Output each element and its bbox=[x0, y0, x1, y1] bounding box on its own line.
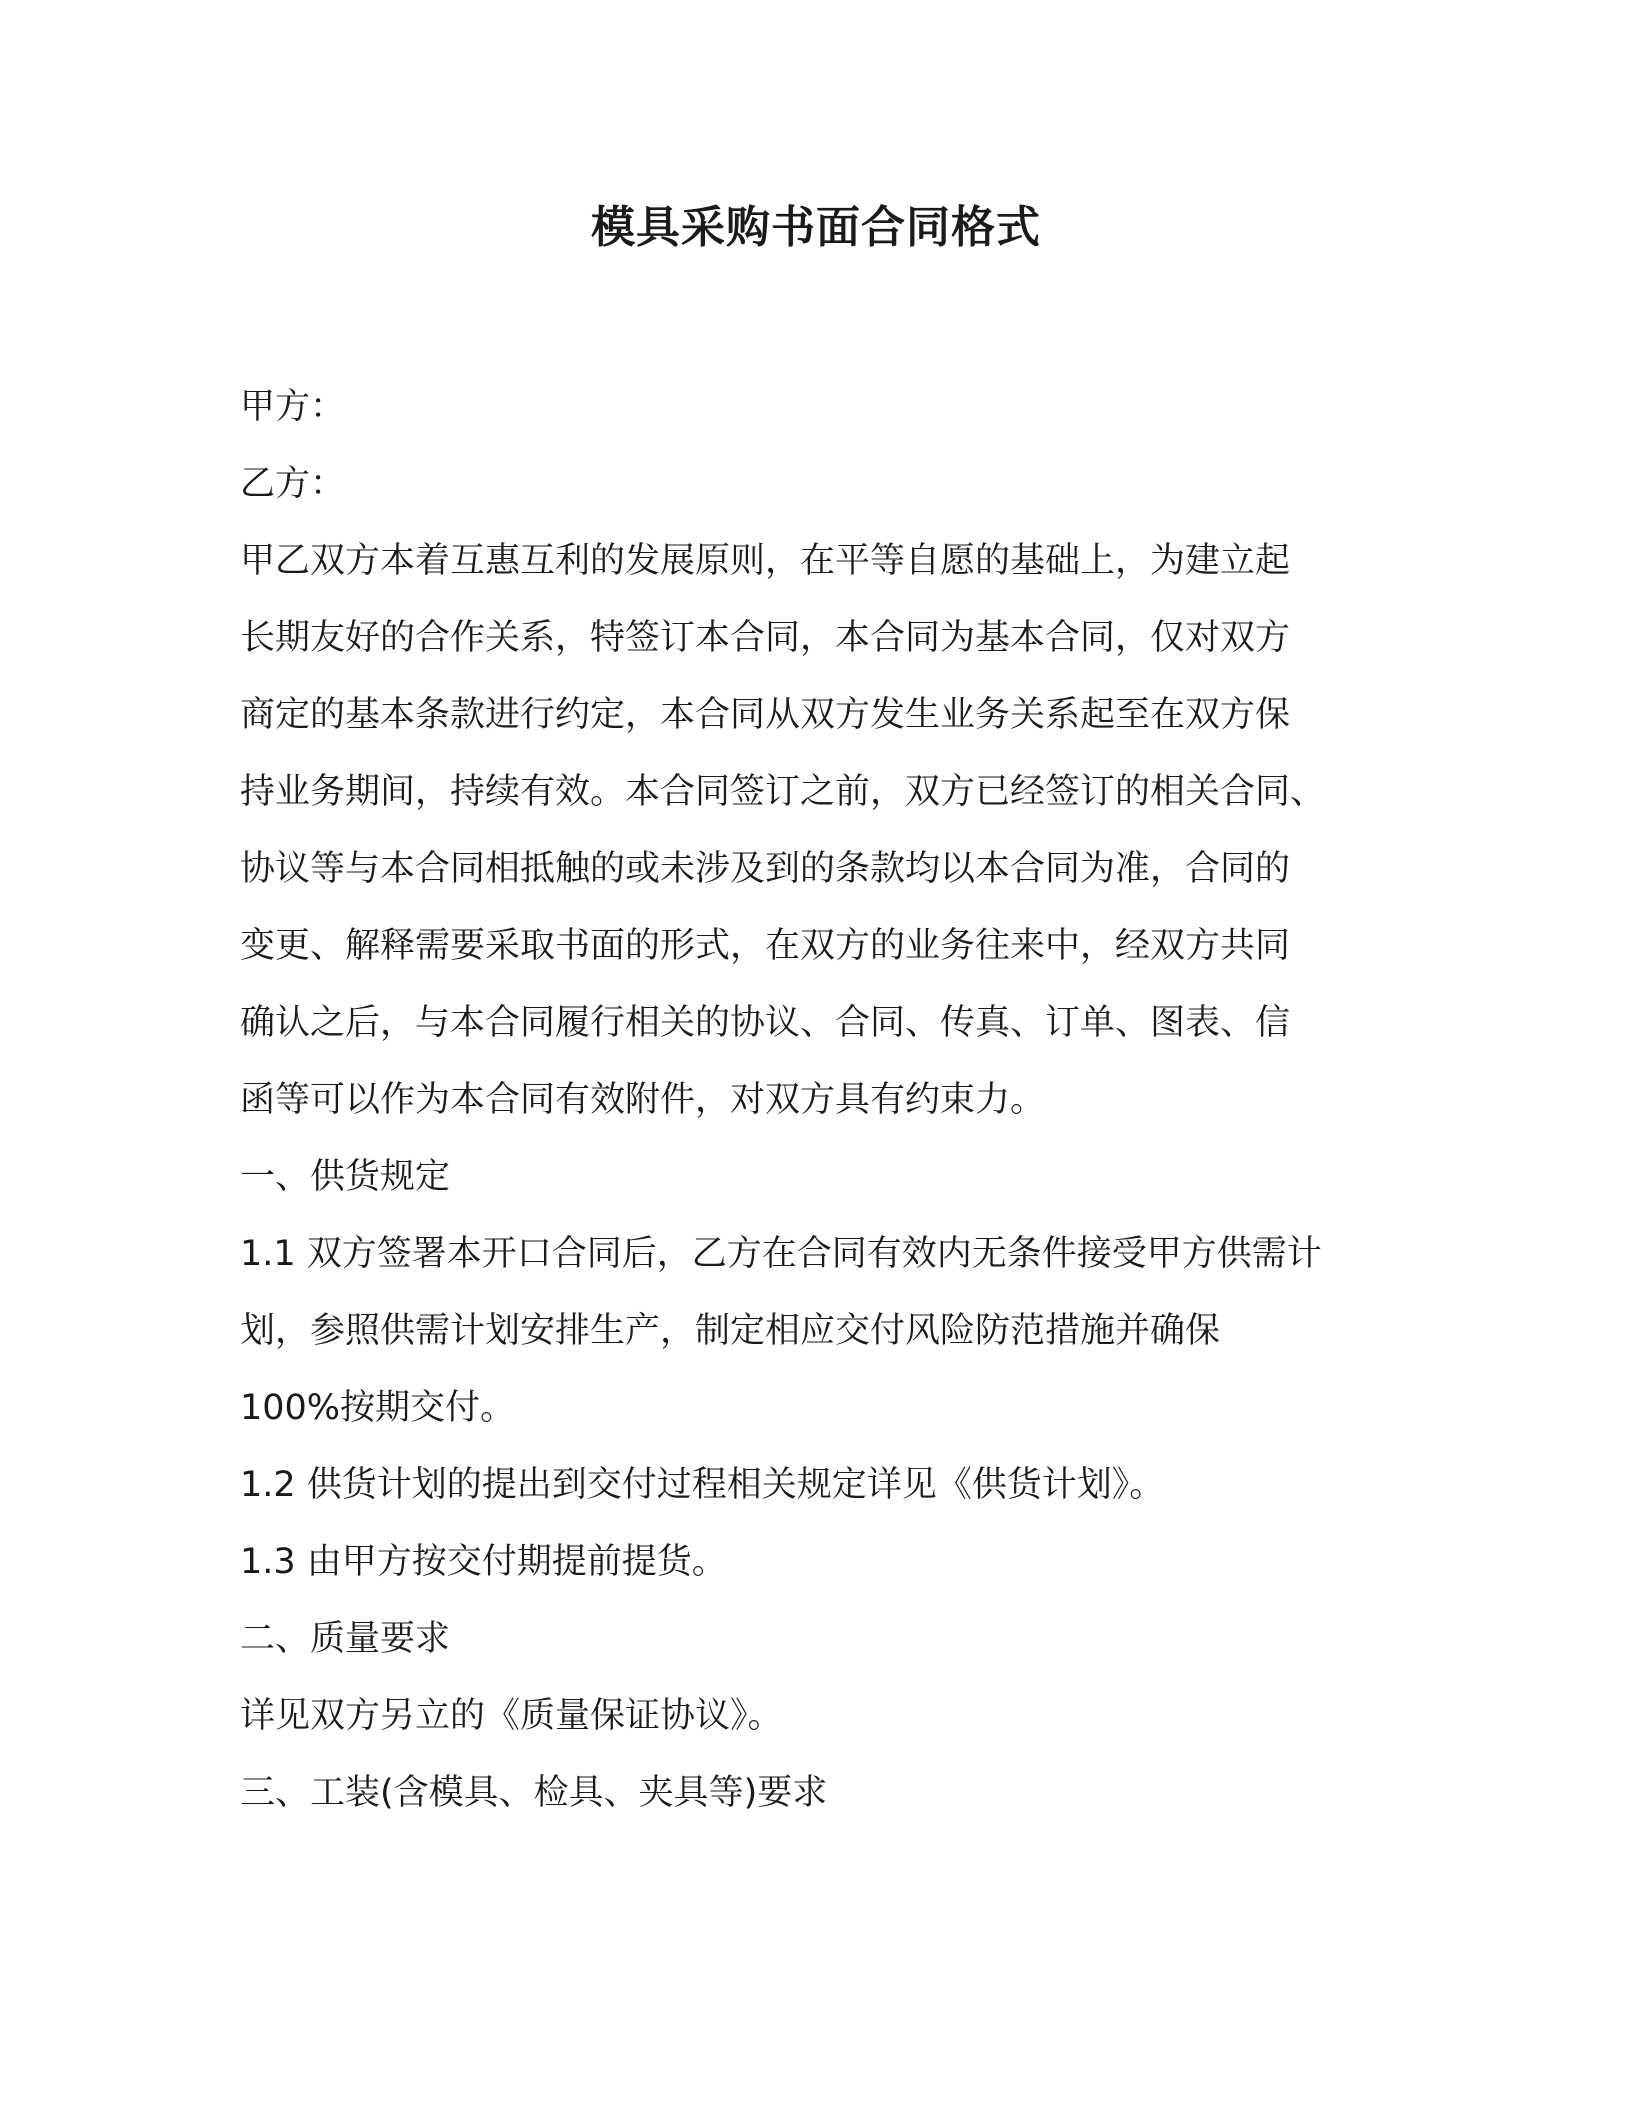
preamble-line: 甲乙双方本着互惠互利的发展原则，在平等自愿的基础上，为建立起 bbox=[240, 541, 1291, 581]
preamble-line: 持业务期间，持续有效。本合同签订之前，双方已经签订的相关合同、 bbox=[240, 772, 1326, 812]
clause-1-1-line: 1.1 双方签署本开口合同后，乙方在合同有效内无条件接受甲方供需计 bbox=[240, 1234, 1322, 1274]
party-b-line: 乙方： bbox=[240, 464, 346, 504]
clause-1-2-line: 1.2 供货计划的提出到交付过程相关规定详见《供货计划》。 bbox=[240, 1465, 1165, 1505]
section-heading-tooling: 三、工装(含模具、检具、夹具等)要求 bbox=[240, 1773, 828, 1813]
preamble-line: 协议等与本合同相抵触的或未涉及到的条款均以本合同为准，合同的 bbox=[240, 849, 1291, 889]
section-heading-quality: 二、质量要求 bbox=[240, 1619, 451, 1659]
preamble-line: 变更、解释需要采取书面的形式，在双方的业务往来中，经双方共同 bbox=[240, 926, 1291, 966]
document-body bbox=[240, 369, 1390, 1832]
preamble-line: 确认之后，与本合同履行相关的协议、合同、传真、订单、图表、信 bbox=[240, 1003, 1291, 1043]
preamble-line: 长期友好的合作关系，特签订本合同，本合同为基本合同，仅对双方 bbox=[240, 618, 1291, 658]
section-heading-supply: 一、供货规定 bbox=[240, 1157, 451, 1197]
clause-1-1-line: 划，参照供需计划安排生产，制定相应交付风险防范措施并确保 bbox=[240, 1311, 1221, 1351]
preamble-line: 函等可以作为本合同有效附件，对双方具有约束力。 bbox=[240, 1080, 1046, 1120]
party-a-line: 甲方： bbox=[240, 387, 346, 427]
quality-clause-line: 详见双方另立的《质量保证协议》。 bbox=[240, 1696, 783, 1736]
clause-1-1-line: 100%按期交付。 bbox=[240, 1388, 516, 1428]
preamble-line: 商定的基本条款进行约定，本合同从双方发生业务关系起至在双方保 bbox=[240, 695, 1291, 735]
document-title: 模具采购书面合同格式 bbox=[591, 202, 1041, 253]
clause-1-3-line: 1.3 由甲方按交付期提前提货。 bbox=[240, 1542, 727, 1582]
